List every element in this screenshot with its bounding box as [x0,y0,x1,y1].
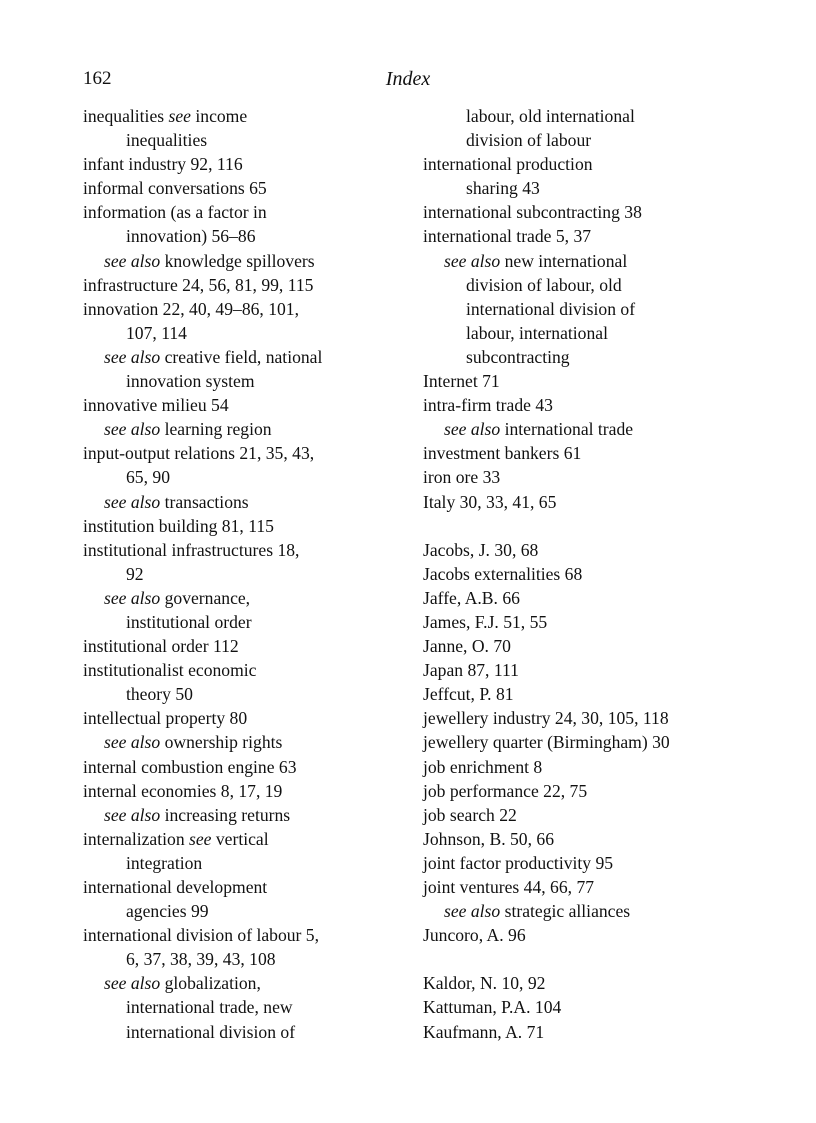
index-text: Italy 30, 33, 41, 65 [423,491,557,512]
index-line [83,706,418,730]
index-line [423,224,753,248]
index-line [83,923,418,947]
index-text: innovation system [126,371,255,392]
index-line [83,827,418,851]
index-line [83,1020,418,1044]
index-text: job performance 22, 75 [423,780,588,801]
index-text: Internet 71 [423,371,500,392]
index-text: institutional order [126,611,252,632]
index-text: inequalities [83,106,169,126]
index-line [423,634,753,658]
index-text: inequalities [126,130,208,151]
see-reference: see also [444,901,501,922]
index-text: institutionalist economic [83,660,257,681]
index-line [423,104,753,128]
index-line [83,803,418,827]
index-line [83,321,418,345]
index-line [423,273,753,297]
index-text: jewellery quarter (Birmingham) 30 [423,732,670,753]
index-line [423,995,753,1019]
see-reference: see also [104,346,161,367]
index-line [83,634,418,658]
index-line [83,200,418,224]
index-line [83,899,418,923]
see-reference: see also [104,732,161,753]
index-text: job search 22 [423,804,517,825]
index-line [83,417,418,441]
index-text: income [190,106,248,126]
index-line [83,875,418,899]
index-text: internalization [83,828,190,849]
index-text: learning region [160,419,272,440]
index-line [423,441,753,465]
index-text: infrastructure 24, 56, 81, 99, 115 [83,274,314,295]
index-line [83,610,418,634]
index-line [83,273,418,297]
index-text: 65, 90 [126,467,170,488]
index-text: international trade 5, 37 [423,226,592,247]
see-reference: see also [104,804,161,825]
index-line [423,899,753,923]
index-line [83,995,418,1019]
index-text: innovative milieu 54 [83,395,229,416]
index-text: theory 50 [126,684,193,705]
index-text: James, F.J. 51, 55 [423,611,548,632]
index-text: informal conversations 65 [83,178,267,199]
index-text: Johnson, B. 50, 66 [423,828,554,849]
index-text: input-output relations 21, 35, 43, [83,443,315,464]
index-line [423,875,753,899]
index-text: innovation 22, 40, 49–86, 101, [83,298,300,319]
index-line [423,1020,753,1044]
index-line [83,152,418,176]
index-line [423,417,753,441]
index-line [423,200,753,224]
index-text: subcontracting [466,346,570,367]
index-line [83,490,418,514]
index-text: knowledge spillovers [160,250,315,271]
index-line [423,971,753,995]
index-text: 6, 37, 38, 39, 43, 108 [126,949,276,970]
index-text: joint factor productivity 95 [423,852,614,873]
index-line [83,658,418,682]
index-column-left [83,104,418,1044]
index-text: innovation) 56–86 [126,226,256,247]
index-text: international development [83,877,268,897]
index-text: international division of [126,1021,296,1042]
index-text: Japan 87, 111 [423,660,519,681]
index-text: institution building 81, 115 [83,515,274,536]
index-line [423,321,753,345]
index-text: international division of [466,298,636,319]
index-line [423,610,753,634]
index-line [83,393,418,417]
index-text: joint ventures 44, 66, 77 [423,877,595,897]
index-text: institutional order 112 [83,636,239,657]
index-text: investment bankers 61 [423,443,582,464]
index-line [83,562,418,586]
index-text: division of labour, old [466,274,622,295]
index-line [83,682,418,706]
see-reference: see also [104,973,161,994]
index-line [83,514,418,538]
index-line [83,586,418,610]
see-reference: see also [104,491,161,512]
index-text: division of labour [466,130,592,151]
index-text: Kattuman, P.A. 104 [423,997,562,1018]
index-text: sharing 43 [466,178,540,199]
index-text: institutional infrastructures 18, [83,539,300,560]
index-line [83,851,418,875]
index-text: Jacobs externalities 68 [423,563,583,584]
index-text: Juncoro, A. 96 [423,925,526,946]
index-line [423,369,753,393]
index-text: new international [500,250,628,271]
index-text: international trade [500,419,634,440]
page-number: 162 [83,68,112,89]
index-text: internal economies 8, 17, 19 [83,780,283,801]
index-text: international production [423,154,593,175]
see-reference: see [189,828,212,849]
index-line [83,128,418,152]
index-line [83,465,418,489]
index-text: integration [126,852,203,873]
index-line [423,152,753,176]
index-text: governance, [160,587,251,608]
index-text: creative field, national [160,346,323,367]
index-text: intellectual property 80 [83,708,248,729]
index-text: international trade, new [126,997,293,1018]
index-line [83,249,418,273]
index-line [83,730,418,754]
index-line [83,369,418,393]
index-line [423,393,753,417]
index-text: 92 [126,563,144,584]
index-text: labour, old international [466,106,635,126]
index-text: increasing returns [160,804,291,825]
index-line [83,104,418,128]
index-line [423,128,753,152]
index-column-right [423,104,753,1044]
index-line [423,706,753,730]
see-reference: see also [104,419,161,440]
index-text: vertical [211,828,269,849]
index-line [83,947,418,971]
index-line [423,345,753,369]
index-text: 107, 114 [126,322,187,343]
index-line [83,297,418,321]
index-text: transactions [160,491,249,512]
index-text: infant industry 92, 116 [83,154,243,175]
index-line [83,345,418,369]
index-line [423,176,753,200]
see-reference: see also [444,250,501,271]
index-text: intra-firm trade 43 [423,395,553,416]
index-line [83,538,418,562]
index-text: ownership rights [160,732,283,753]
index-line [83,224,418,248]
index-line [423,249,753,273]
index-text: information (as a factor in [83,202,267,223]
see-reference: see also [444,419,501,440]
index-line [423,658,753,682]
index-text: Kaldor, N. 10, 92 [423,973,546,994]
index-line [423,465,753,489]
index-text: agencies 99 [126,901,209,922]
index-line [83,755,418,779]
index-line [423,779,753,803]
index-text: job enrichment 8 [423,756,543,777]
index-text: iron ore 33 [423,467,501,488]
index-text: Kaufmann, A. 71 [423,1021,545,1042]
index-line [423,538,753,562]
index-line [83,176,418,200]
index-line [423,827,753,851]
see-reference: see also [104,250,161,271]
index-text: strategic alliances [500,901,631,922]
index-line [423,297,753,321]
index-line [423,586,753,610]
index-line [423,490,753,514]
see-reference: see [168,106,191,126]
index-text: globalization, [160,973,261,994]
index-line [423,803,753,827]
index-line [423,755,753,779]
index-line [423,730,753,754]
index-text: Jacobs, J. 30, 68 [423,539,539,560]
index-line [423,947,753,971]
index-line [83,779,418,803]
index-text: international division of labour 5, [83,925,320,946]
index-line [423,682,753,706]
index-text: jewellery industry 24, 30, 105, 118 [423,708,669,729]
index-line [423,562,753,586]
index-line [83,971,418,995]
index-text: labour, international [466,322,608,343]
page-header [83,68,733,96]
see-reference: see also [104,587,161,608]
index-text: Janne, O. 70 [423,636,511,657]
index-text: internal combustion engine 63 [83,756,297,777]
index-line [83,441,418,465]
index-text: Jaffe, A.B. 66 [423,587,520,608]
index-text: Jeffcut, P. 81 [423,684,514,705]
index-line [423,851,753,875]
index-line [423,923,753,947]
running-head: Index [385,68,431,90]
index-line [423,514,753,538]
index-text: international subcontracting 38 [423,202,642,223]
